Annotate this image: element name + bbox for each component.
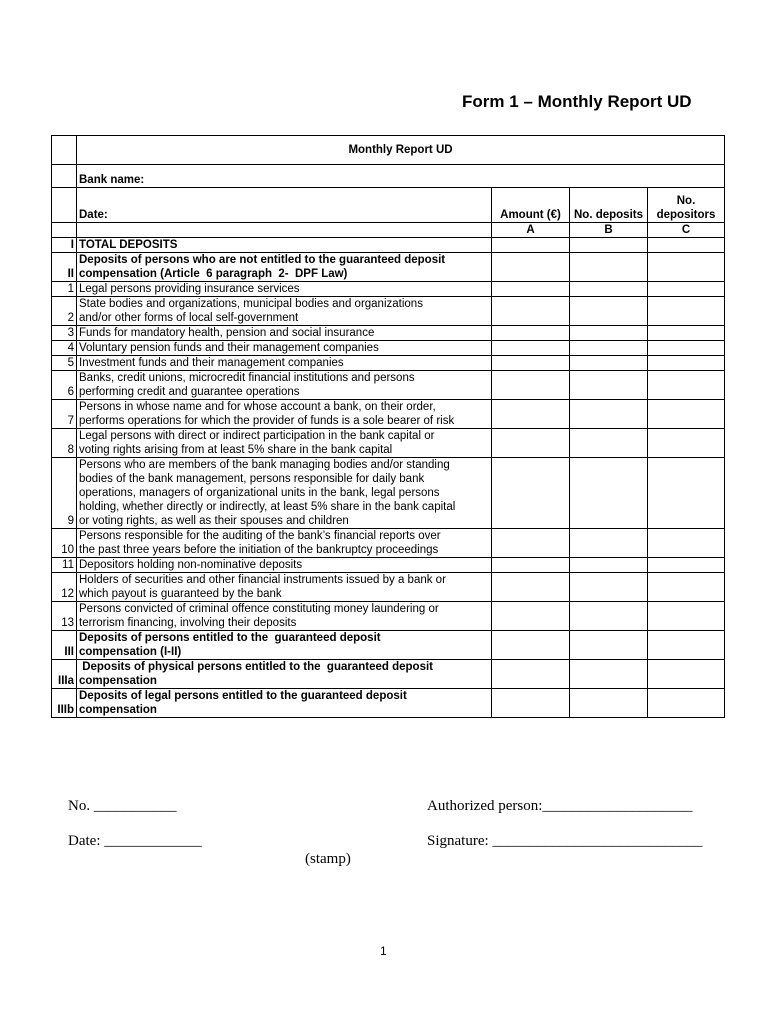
cell-amount[interactable] bbox=[492, 356, 570, 371]
cell-amount[interactable] bbox=[492, 529, 570, 558]
description-line: Persons convicted of criminal offence constituting money laundering or bbox=[79, 603, 439, 615]
table-row bbox=[52, 689, 725, 718]
cell-amount[interactable] bbox=[492, 558, 570, 573]
row-description bbox=[77, 429, 492, 458]
cell-no-depositors[interactable] bbox=[648, 341, 725, 356]
row-description bbox=[77, 602, 492, 631]
description-line: Funds for mandatory health, pension and social insurance bbox=[79, 327, 375, 339]
cell-no-deposits[interactable] bbox=[570, 689, 648, 718]
column-letter-b: B bbox=[570, 223, 648, 238]
cell-no-depositors[interactable] bbox=[648, 400, 725, 429]
table-row bbox=[52, 631, 725, 660]
row-number: IIIb bbox=[52, 689, 77, 718]
description-line: Investment funds and their management companies bbox=[79, 357, 344, 369]
cell-no-deposits[interactable] bbox=[570, 297, 648, 326]
no-depositors-line1: No. bbox=[676, 195, 696, 207]
table-row bbox=[52, 282, 725, 297]
row-description bbox=[77, 282, 492, 297]
description-line: Holders of securities and other financial instruments issued by a bank or bbox=[79, 574, 446, 586]
cell-amount[interactable] bbox=[492, 326, 570, 341]
report-date-field: Date: _____________ bbox=[68, 833, 202, 849]
description-line: compensation (Article 6 paragraph 2- DPF Law) bbox=[79, 268, 348, 280]
cell-no-depositors[interactable] bbox=[648, 326, 725, 341]
row-description bbox=[77, 400, 492, 429]
description-line: operations, managers of organizational units in the bank, legal persons bbox=[79, 487, 440, 499]
cell-no-deposits[interactable] bbox=[570, 458, 648, 529]
cell-no-deposits[interactable] bbox=[570, 326, 648, 341]
description-line: Persons who are members of the bank managing bodies and/or standing bbox=[79, 459, 450, 471]
row-number: 2 bbox=[52, 297, 77, 326]
description-line: or voting rights, as well as their spouses and children bbox=[79, 515, 349, 527]
table-row bbox=[52, 253, 725, 282]
row-number: 9 bbox=[52, 458, 77, 529]
description-line: terrorism financing, involving their deposits bbox=[79, 617, 297, 629]
description-line: compensation bbox=[79, 675, 157, 687]
row-description bbox=[77, 529, 492, 558]
table-row bbox=[52, 573, 725, 602]
row-description bbox=[77, 371, 492, 400]
row-description bbox=[77, 458, 492, 529]
cell-amount[interactable] bbox=[492, 371, 570, 400]
authorized-person-field: Authorized person:____________________ bbox=[427, 798, 693, 814]
column-letter-a: A bbox=[492, 223, 570, 238]
cell-no-depositors[interactable] bbox=[648, 660, 725, 689]
cell-no-deposits[interactable] bbox=[570, 253, 648, 282]
cell-no-deposits[interactable] bbox=[570, 371, 648, 400]
description-line: TOTAL DEPOSITS bbox=[79, 239, 178, 251]
description-line: holding, whether directly or indirectly, at least 5% share in the bank capital bbox=[79, 501, 456, 513]
date-header-row bbox=[52, 188, 725, 223]
cell-amount[interactable] bbox=[492, 660, 570, 689]
cell-amount[interactable] bbox=[492, 400, 570, 429]
column-header-amount: Amount (€) bbox=[492, 188, 570, 223]
table-row bbox=[52, 458, 725, 529]
row-number: II bbox=[52, 253, 77, 282]
cell-amount[interactable] bbox=[492, 631, 570, 660]
description-line: compensation (I-II) bbox=[79, 646, 182, 658]
row-description bbox=[77, 356, 492, 371]
table-row bbox=[52, 602, 725, 631]
description-line: performs operations for which the provider of funds is a sole bearer of risk bbox=[79, 415, 455, 427]
table-row bbox=[52, 429, 725, 458]
no-depositors-line2: depositors bbox=[656, 209, 716, 221]
cell-amount[interactable] bbox=[492, 238, 570, 253]
page-number: 1 bbox=[380, 944, 387, 958]
row-number: I bbox=[52, 238, 77, 253]
bank-name-label: Bank name: bbox=[77, 165, 725, 188]
cell-amount[interactable] bbox=[492, 282, 570, 297]
row-description bbox=[77, 297, 492, 326]
column-header-no-deposits: No. deposits bbox=[570, 188, 648, 223]
cell-no-deposits[interactable] bbox=[570, 341, 648, 356]
monthly-report-table bbox=[51, 135, 725, 718]
cell-no-depositors[interactable] bbox=[648, 253, 725, 282]
date-label: Date: bbox=[77, 188, 492, 223]
table-row bbox=[52, 356, 725, 371]
row-number: 11 bbox=[52, 558, 77, 573]
row-number: 8 bbox=[52, 429, 77, 458]
cell-no-deposits[interactable] bbox=[570, 400, 648, 429]
column-letter-row bbox=[52, 223, 725, 238]
cell-amount[interactable] bbox=[492, 573, 570, 602]
table-row bbox=[52, 238, 725, 253]
table-title: Monthly Report UD bbox=[77, 136, 725, 165]
description-line: State bodies and organizations, municipal bodies and organizations bbox=[79, 298, 423, 310]
cell-amount[interactable] bbox=[492, 458, 570, 529]
stamp-label: (stamp) bbox=[305, 851, 351, 867]
cell-no-deposits[interactable] bbox=[570, 573, 648, 602]
cell-amount[interactable] bbox=[492, 602, 570, 631]
description-line: Deposits of persons who are not entitled to the guaranteed deposit bbox=[79, 254, 446, 266]
table-row bbox=[52, 558, 725, 573]
cell-amount[interactable] bbox=[492, 253, 570, 282]
table-row bbox=[52, 400, 725, 429]
row-number: 7 bbox=[52, 400, 77, 429]
cell-amount[interactable] bbox=[492, 429, 570, 458]
cell-no-depositors[interactable] bbox=[648, 529, 725, 558]
table-row bbox=[52, 297, 725, 326]
row-description bbox=[77, 238, 492, 253]
report-number-field: No. ___________ bbox=[68, 798, 177, 814]
table-row bbox=[52, 660, 725, 689]
row-description bbox=[77, 631, 492, 660]
table-row bbox=[52, 529, 725, 558]
row-number: III bbox=[52, 631, 77, 660]
column-header-no-depositors bbox=[648, 188, 725, 223]
table-title-row bbox=[52, 136, 725, 165]
cell-no-deposits[interactable] bbox=[570, 238, 648, 253]
table-row bbox=[52, 371, 725, 400]
row-number: 13 bbox=[52, 602, 77, 631]
row-number: 12 bbox=[52, 573, 77, 602]
cell-amount[interactable] bbox=[492, 341, 570, 356]
row-number: IIIa bbox=[52, 660, 77, 689]
row-number: 1 bbox=[52, 282, 77, 297]
cell-no-depositors[interactable] bbox=[648, 631, 725, 660]
cell-no-deposits[interactable] bbox=[570, 602, 648, 631]
table-row bbox=[52, 326, 725, 341]
row-description bbox=[77, 689, 492, 718]
page-title: Form 1 – Monthly Report UD bbox=[462, 92, 692, 111]
cell-no-deposits[interactable] bbox=[570, 558, 648, 573]
row-number: 6 bbox=[52, 371, 77, 400]
cell-no-deposits[interactable] bbox=[570, 631, 648, 660]
bank-name-row bbox=[52, 165, 725, 188]
description-line: Persons responsible for the auditing of the bank’s financial reports over bbox=[79, 530, 441, 542]
row-description bbox=[77, 660, 492, 689]
description-line: Deposits of physical persons entitled to the guaranteed deposit bbox=[79, 661, 434, 673]
cell-no-deposits[interactable] bbox=[570, 660, 648, 689]
cell-no-depositors[interactable] bbox=[648, 689, 725, 718]
cell-no-deposits[interactable] bbox=[570, 429, 648, 458]
cell-no-depositors[interactable] bbox=[648, 573, 725, 602]
row-description bbox=[77, 558, 492, 573]
description-line: and/or other forms of local self-government bbox=[79, 312, 299, 324]
description-line: Deposits of persons entitled to the guaranteed deposit bbox=[79, 632, 381, 644]
cell-no-depositors[interactable] bbox=[648, 429, 725, 458]
cell-no-deposits[interactable] bbox=[570, 282, 648, 297]
cell-no-deposits[interactable] bbox=[570, 529, 648, 558]
cell-no-depositors[interactable] bbox=[648, 558, 725, 573]
description-line: Deposits of legal persons entitled to the guaranteed deposit bbox=[79, 690, 407, 702]
description-line: bodies of the bank management, persons responsible for daily bank bbox=[79, 473, 425, 485]
cell-no-depositors[interactable] bbox=[648, 282, 725, 297]
row-number: 5 bbox=[52, 356, 77, 371]
description-line: Depositors holding non-nominative deposits bbox=[79, 559, 303, 571]
row-number: 10 bbox=[52, 529, 77, 558]
description-line: performing credit and guarantee operations bbox=[79, 386, 300, 398]
description-line: Legal persons providing insurance services bbox=[79, 283, 300, 295]
cell-amount[interactable] bbox=[492, 297, 570, 326]
table-row bbox=[52, 341, 725, 356]
column-letter-c: C bbox=[648, 223, 725, 238]
row-description bbox=[77, 341, 492, 356]
row-description bbox=[77, 253, 492, 282]
description-line: Persons in whose name and for whose account a bank, on their order, bbox=[79, 401, 436, 413]
cell-no-depositors[interactable] bbox=[648, 458, 725, 529]
cell-amount[interactable] bbox=[492, 689, 570, 718]
description-line: compensation bbox=[79, 704, 157, 716]
description-line: which payout is guaranteed by the bank bbox=[79, 588, 282, 600]
signature-field: Signature: ____________________________ bbox=[427, 833, 703, 849]
cell-no-depositors[interactable] bbox=[648, 238, 725, 253]
cell-no-depositors[interactable] bbox=[648, 356, 725, 371]
row-description bbox=[77, 573, 492, 602]
description-line: Legal persons with direct or indirect participation in the bank capital or bbox=[79, 430, 435, 442]
row-number: 4 bbox=[52, 341, 77, 356]
description-line: voting rights arising from at least 5% share in the bank capital bbox=[79, 444, 393, 456]
cell-no-deposits[interactable] bbox=[570, 356, 648, 371]
description-line: Banks, credit unions, microcredit financial institutions and persons bbox=[79, 372, 415, 384]
row-description bbox=[77, 326, 492, 341]
cell-no-depositors[interactable] bbox=[648, 297, 725, 326]
row-number: 3 bbox=[52, 326, 77, 341]
description-line: Voluntary pension funds and their management companies bbox=[79, 342, 379, 354]
cell-no-depositors[interactable] bbox=[648, 602, 725, 631]
cell-no-depositors[interactable] bbox=[648, 371, 725, 400]
description-line: the past three years before the initiation of the bankruptcy proceedings bbox=[79, 544, 439, 556]
